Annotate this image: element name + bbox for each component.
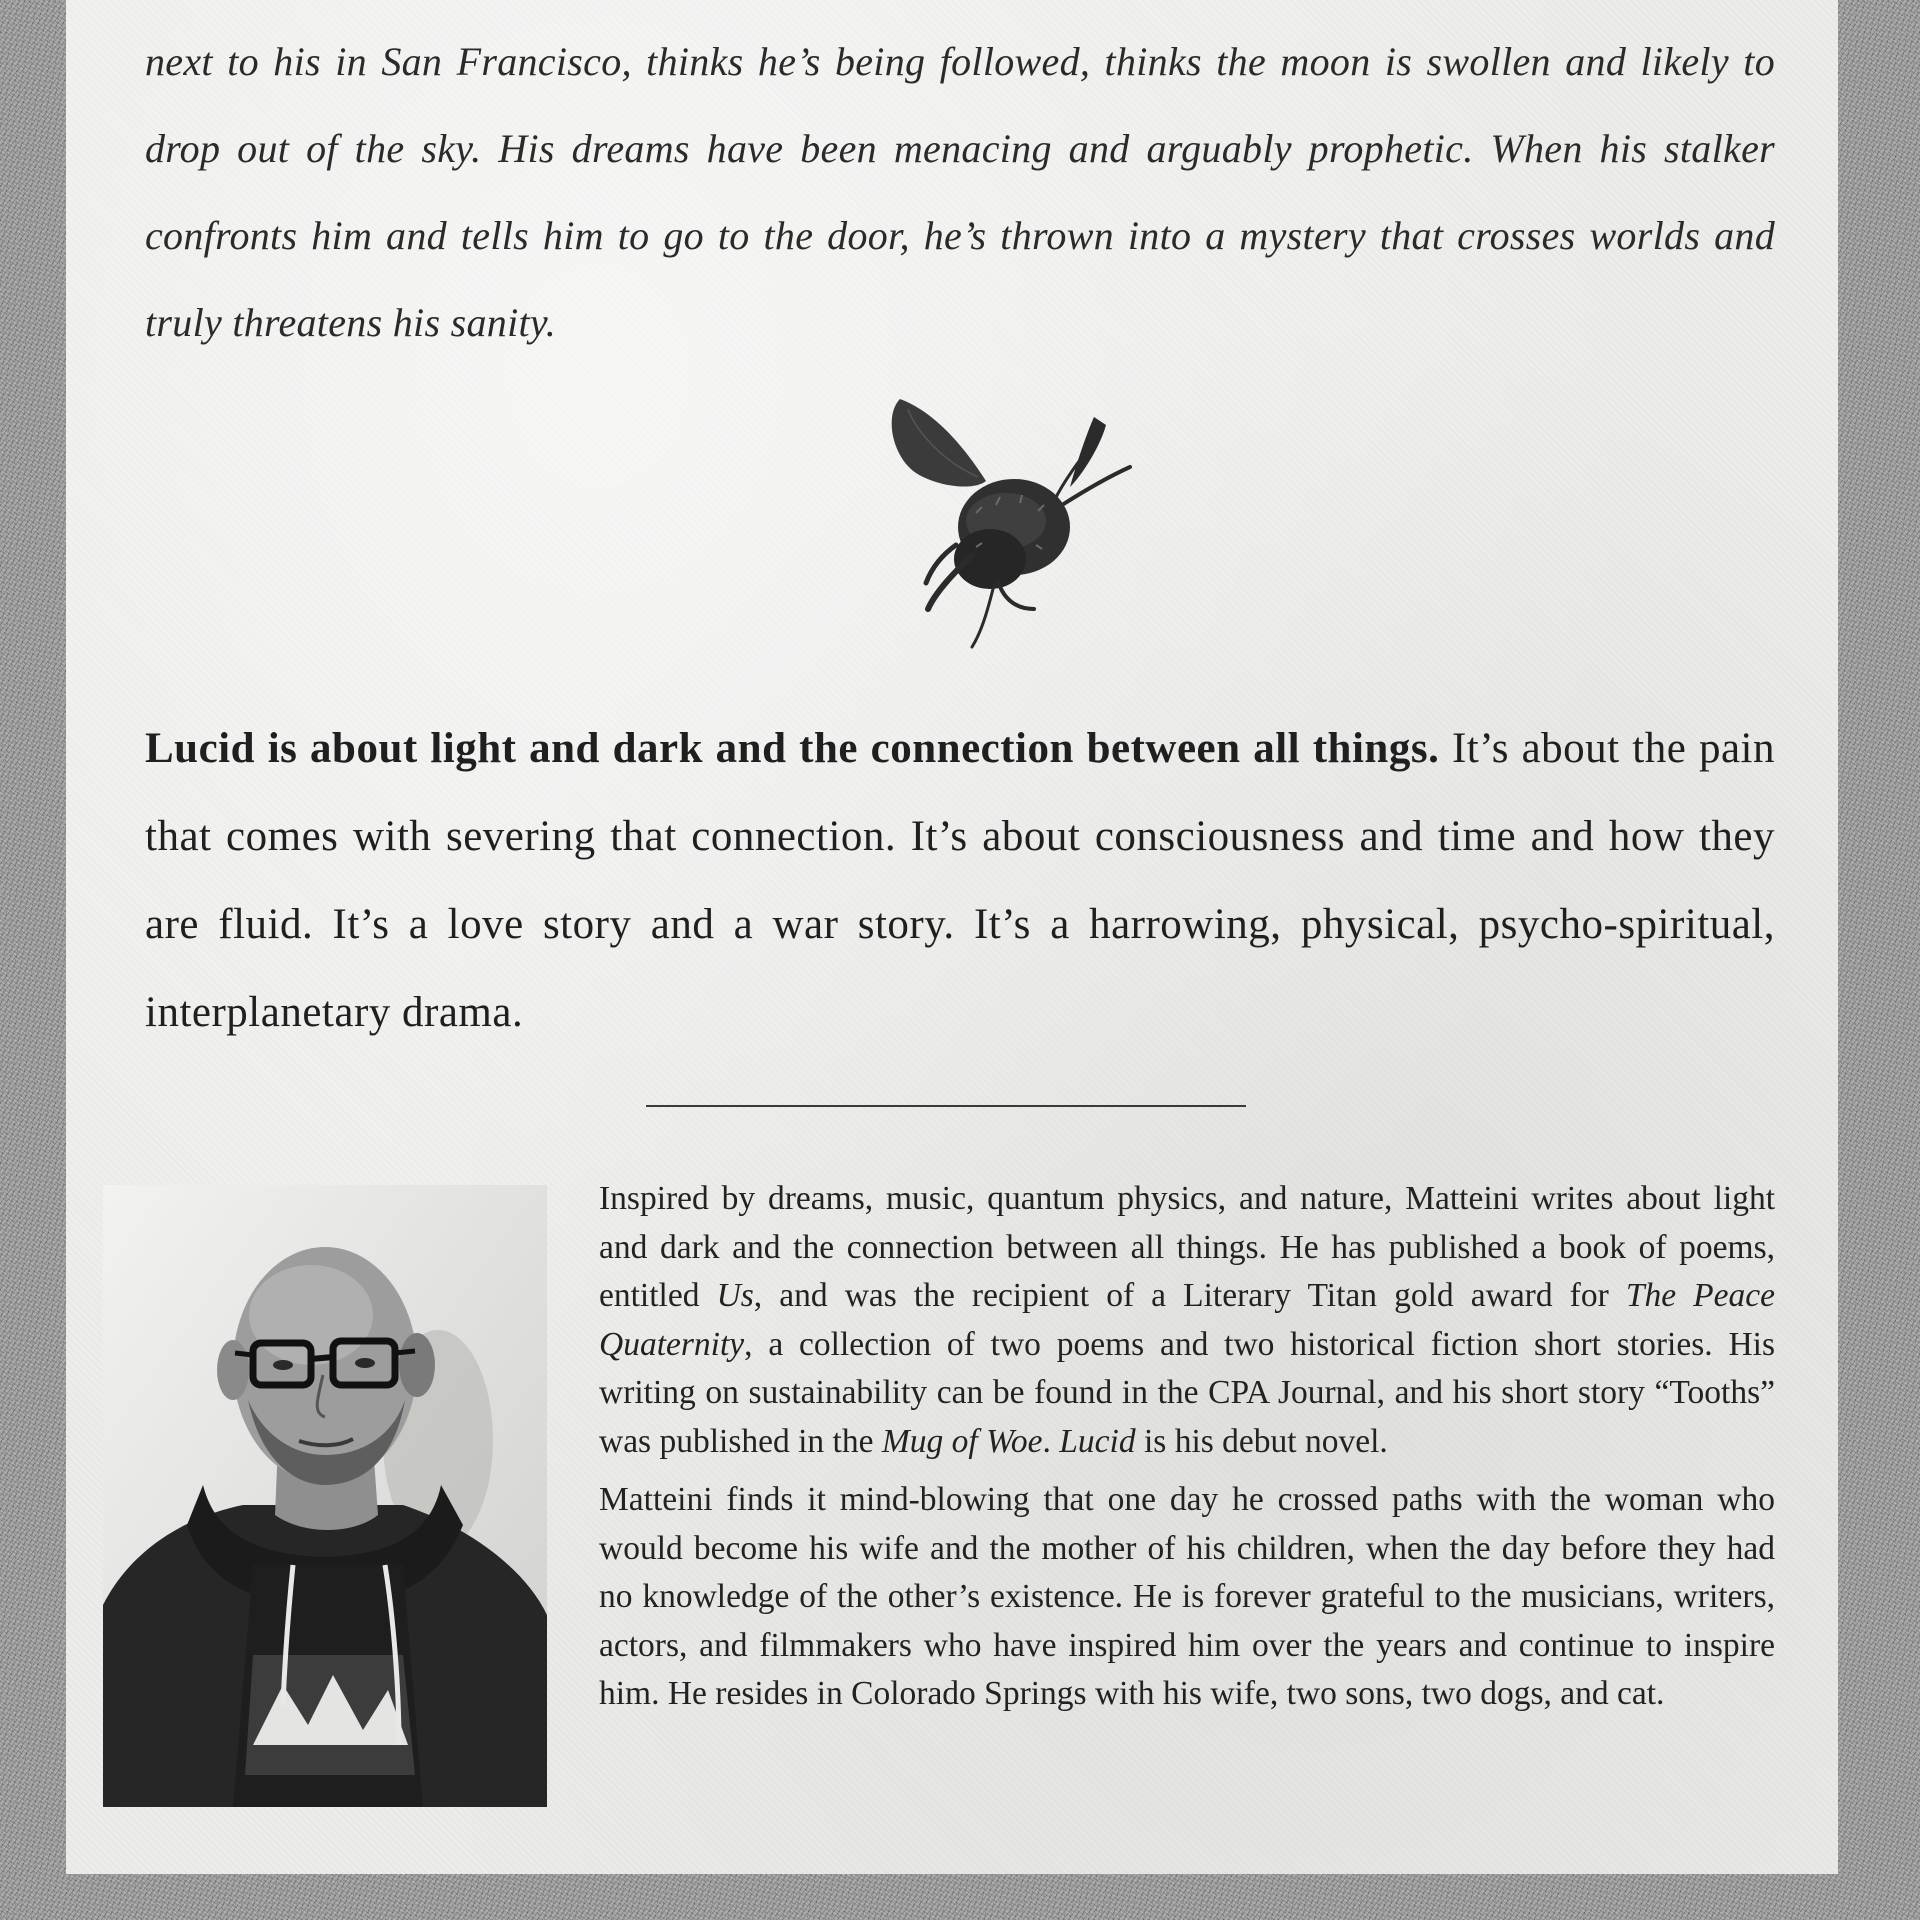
author-bio bbox=[599, 1175, 1775, 1719]
page bbox=[66, 0, 1838, 1874]
bio-text: , and was the recipient of a Literary Titan gold award for bbox=[753, 1277, 1626, 1314]
bee-icon bbox=[886, 395, 1136, 650]
summary-paragraph bbox=[145, 705, 1775, 1057]
bio-text: Inspired by dreams, music, quantum physics, and nature, Matteini writes about light and dark and the connection between all things. He has published a book of poems, entitled bbox=[599, 1180, 1775, 1314]
summary-rest: It’s about the pain that comes with severing that connection. It’s about consciousness and time and how they are fluid. It’s a love story and a war story. It’s a harrowing, physical, psycho-spiritual, interplanetary drama. bbox=[145, 725, 1776, 1036]
bio-title-us: Us bbox=[716, 1277, 754, 1314]
bio-text: is his debut novel. bbox=[1135, 1422, 1388, 1460]
bio-text: . bbox=[1042, 1422, 1060, 1460]
bio-paragraph-2: Matteini finds it mind-blowing that one day he crossed paths with the woman who would become his wife and the mother of his children, when the day before they had no knowledge of the other’s existence. He is forever grateful to the musicians, writers, actors, and filmmakers who have inspired him over the years and continue to inspire him. He resides in Colorado Springs with his wife, two sons, two dogs, and cat. bbox=[599, 1481, 1775, 1712]
summary-lead: Lucid is about light and dark and the connection between all things. bbox=[145, 725, 1440, 772]
bio-paragraph-1 bbox=[599, 1175, 1775, 1466]
bio-title-lucid: Lucid bbox=[1059, 1422, 1136, 1460]
intro-paragraph: next to his in San Francisco, thinks he’s being followed, thinks the moon is swollen and likely to drop out of the sky. His dreams have been menacing and arguably prophetic. When his stalker confronts him and tells him to go to the door, he’s thrown into a mystery that crosses worlds and truly threatens his sanity. bbox=[145, 39, 1775, 345]
bio-title-peace-quaternity: The Peace Quaternity bbox=[599, 1277, 1776, 1363]
author-portrait bbox=[103, 1185, 547, 1807]
section-divider bbox=[646, 1105, 1246, 1107]
bio-text: , a collection of two poems and two historical fiction short stories. His writing on sustainability can be found in the CPA Journal, and his short story “Tooths” was published in the bbox=[599, 1325, 1775, 1460]
bio-title-mug-of-woe: Mug of Woe bbox=[881, 1422, 1043, 1460]
